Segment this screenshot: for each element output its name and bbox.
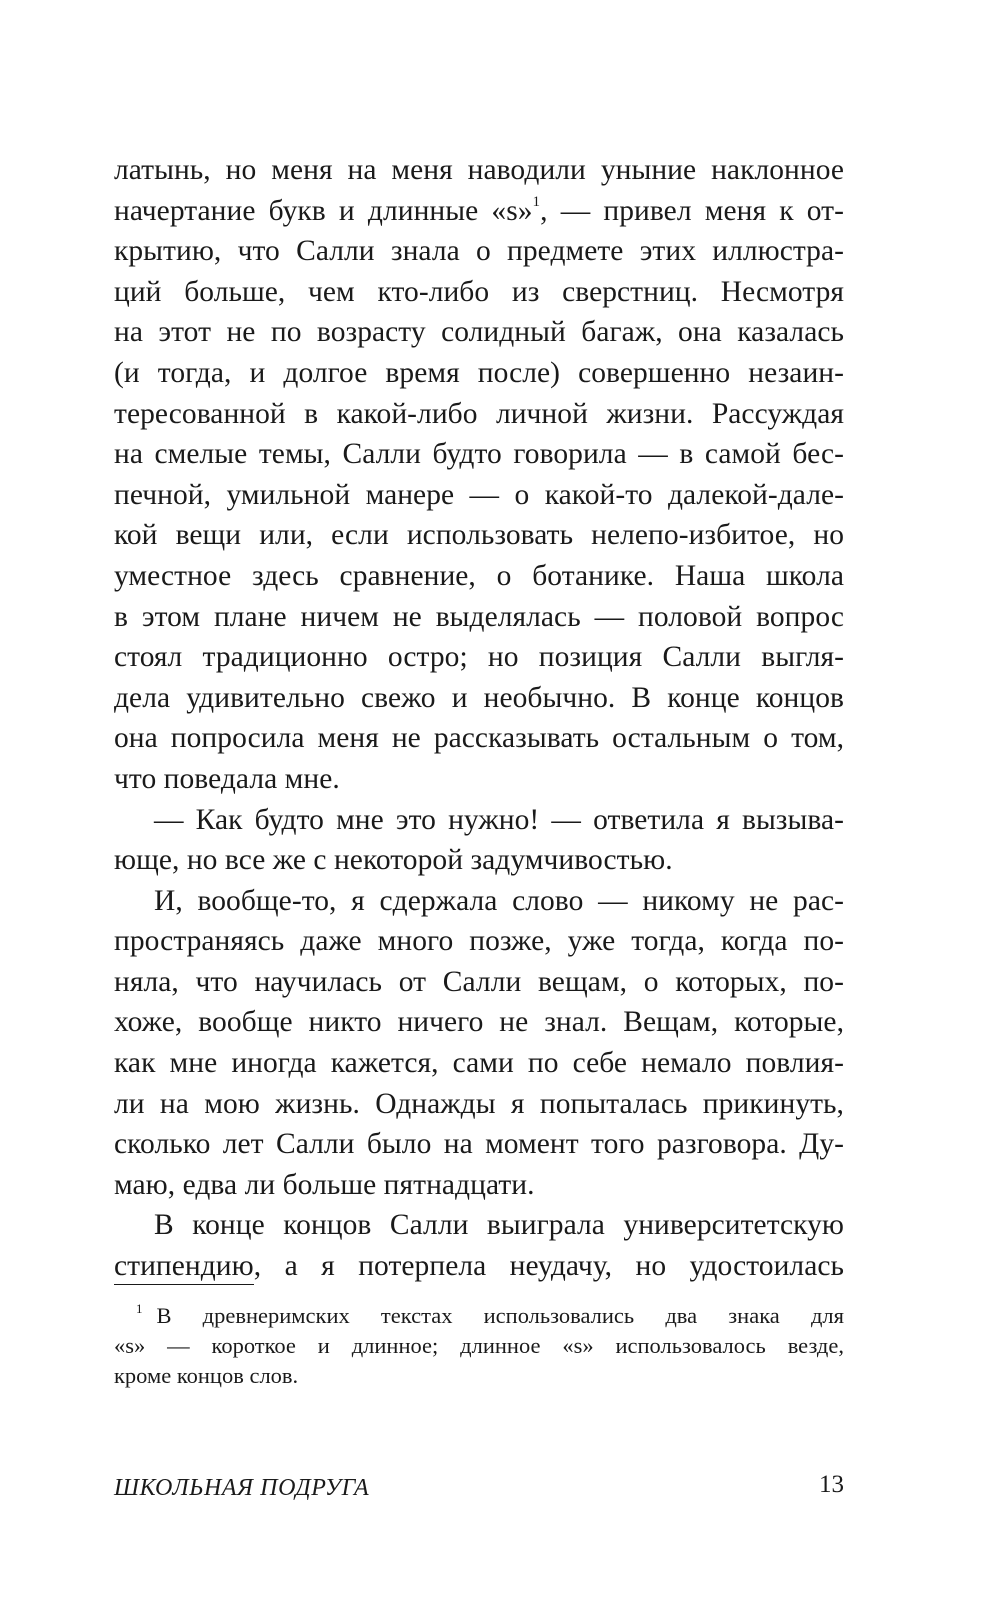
text-line-8: на смелые темы, Салли будто говорила — в самой бес-: [114, 438, 844, 471]
text-line-20: пространяясь даже много позже, уже тогда, когда по-: [114, 925, 844, 958]
text-line-18: юще, но все же с некоторой задумчивостью.: [114, 844, 673, 877]
text-line-27: В конце концов Салли выиграла университетскую: [154, 1209, 844, 1242]
footnote-line-1-text: В древнеримских текстах использовались два знака для: [156, 1303, 844, 1328]
text-line-4: ций больше, чем кто-либо из сверстниц. Несмотря: [114, 275, 844, 308]
text-line-5: на этот не по возрасту солидный багаж, она казалась: [114, 316, 844, 349]
text-line-15: она попросила меня не рассказывать остальным о том,: [114, 722, 844, 755]
text-line-3: крытию, что Салли знала о предмете этих иллюстра-: [114, 235, 844, 268]
body-text: [114, 150, 844, 1287]
text-line-17: — Как будто мне это нужно! — ответила я вызыва-: [154, 803, 844, 836]
text-line-22: хоже, вообще никто ничего не знал. Вещам, которые,: [114, 1006, 844, 1039]
footnote-line-2: «s» — короткое и длинное; длинное «s» использовалось везде,: [114, 1333, 844, 1358]
text-line-1: латынь, но меня на меня наводили уныние наклонное: [114, 154, 844, 186]
text-line-28: стипендию, а я потерпела неудачу, но удостоилась: [114, 1250, 844, 1283]
text-line-11: уместное здесь сравнение, о ботанике. Наша школа: [114, 559, 844, 592]
text-line-2-start: начертание букв и длинные «s»: [114, 194, 533, 227]
text-line-24: ли на мою жизнь. Однажды я попыталась прикинуть,: [114, 1087, 844, 1120]
text-line-2-end: , — привел меня к от-: [540, 194, 844, 227]
text-line-16: что поведала мне.: [114, 762, 340, 795]
text-line-19: И, вообще-то, я сдержала слово — никому не рас-: [154, 884, 844, 917]
text-line-23: как мне иногда кажется, сами по себе немало повлия-: [114, 1047, 844, 1080]
running-title: ШКОЛЬНАЯ ПОДРУГА: [114, 1475, 370, 1501]
text-line-7: тересованной в какой-либо личной жизни. Рассуждая: [114, 397, 844, 430]
footnote-separator: [114, 1284, 254, 1285]
text-line-9: печной, умильной манере — о какой-то далекой-дале-: [114, 478, 844, 511]
text-line-6: (и тогда, и долгое время после) совершенно незаин-: [114, 356, 844, 389]
text-line-13: стоял традиционно остро; но позиция Салли выгля-: [114, 641, 844, 674]
text-line-26: маю, едва ли больше пятнадцати.: [114, 1168, 535, 1201]
text-line-12: в этом плане ничем не выделялась — половой вопрос: [114, 600, 844, 633]
page-number: 13: [819, 1471, 844, 1498]
text-line-25: сколько лет Салли было на момент того разговора. Ду-: [114, 1128, 844, 1161]
footnote-reference[interactable]: 1: [532, 193, 541, 210]
text-line-2: [114, 191, 844, 232]
text-line-21: няла, что научилась от Салли вещам, о которых, по-: [114, 965, 844, 998]
text-line-14: дела удивительно свежо и необычно. В конце концов: [114, 681, 844, 714]
footnote-line-1: [114, 1301, 844, 1331]
text-line-10: кой вещи или, если использовать нелепо-избитое, но: [114, 519, 844, 552]
footnote-line-3: кроме концов слов.: [114, 1363, 299, 1388]
footnote: [114, 1301, 844, 1391]
footnote-mark: 1: [136, 1301, 143, 1316]
